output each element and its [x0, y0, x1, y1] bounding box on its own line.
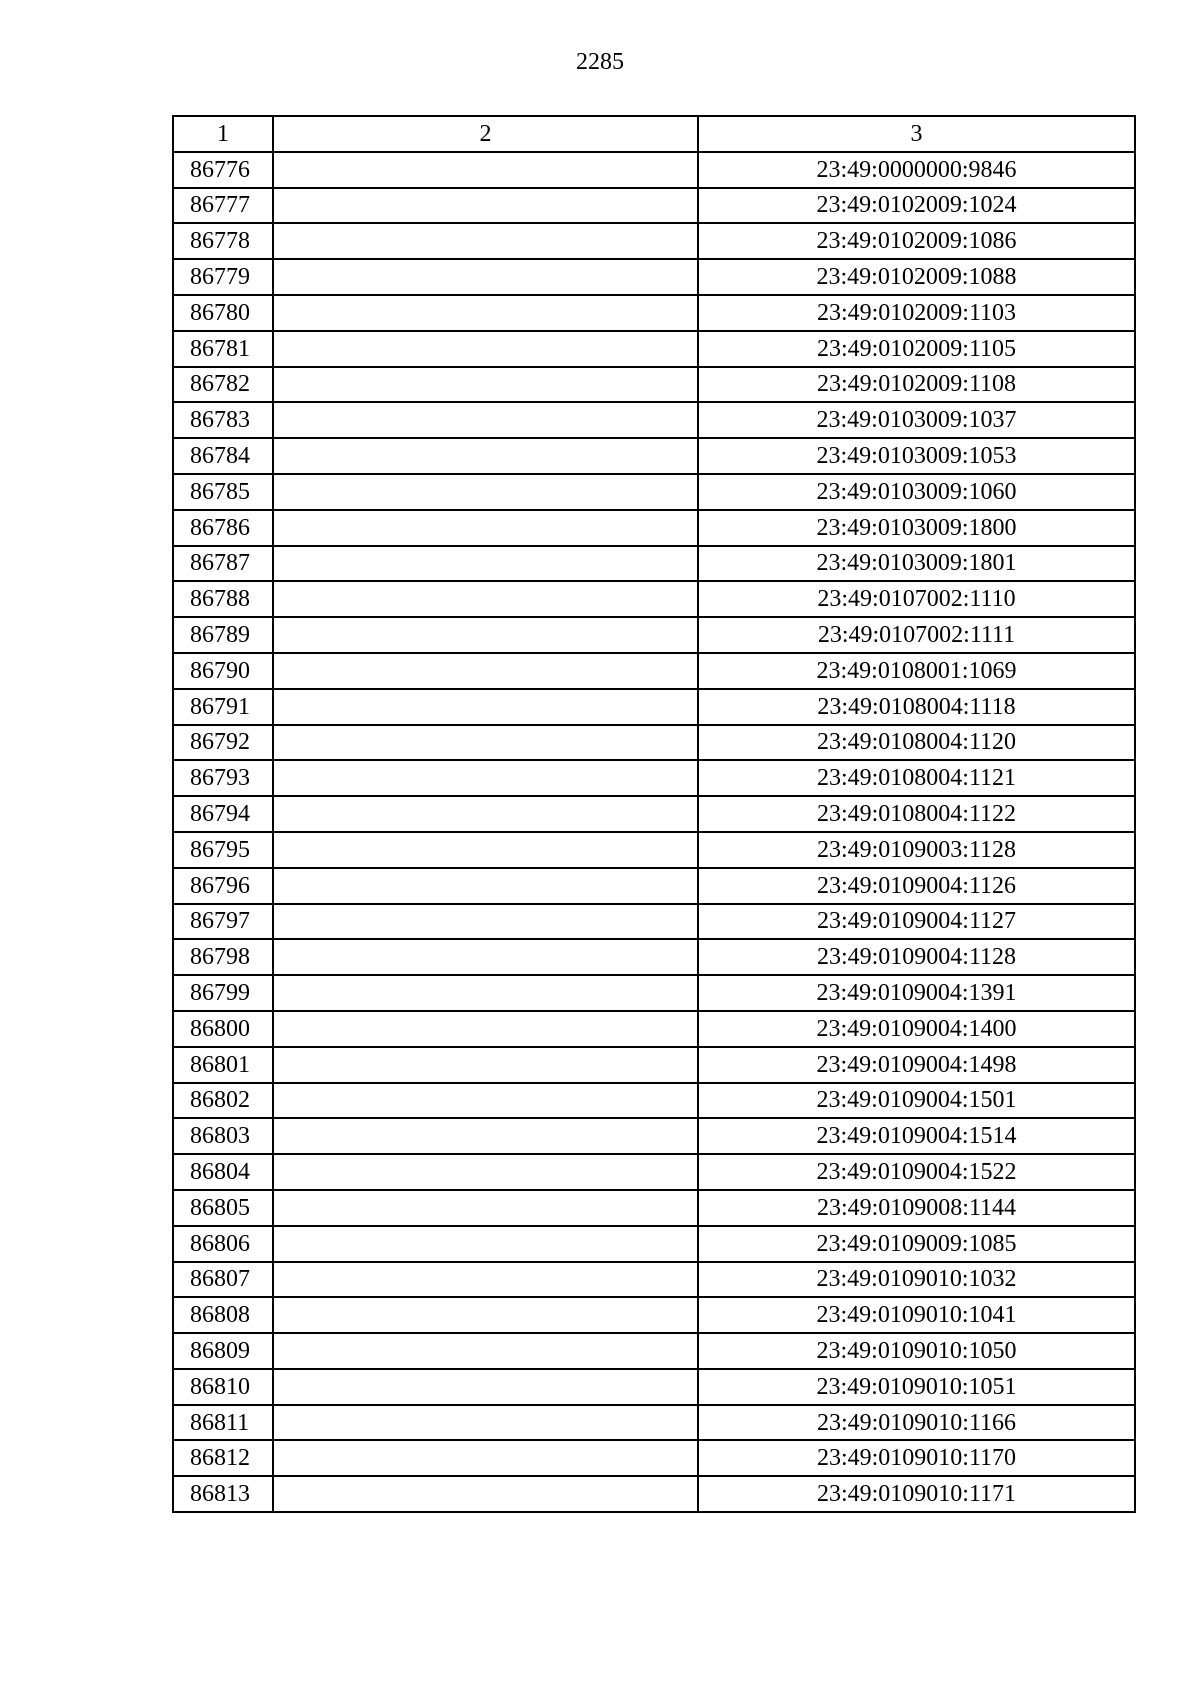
column-header-3: 3 [698, 116, 1135, 152]
column-header-1: 1 [173, 116, 273, 152]
table-row [173, 438, 1135, 474]
column-2-cell [273, 1262, 698, 1298]
row-number-cell: 86779 [173, 259, 273, 295]
column-2-cell [273, 367, 698, 403]
column-2-cell [273, 689, 698, 725]
column-2-cell [273, 1083, 698, 1119]
cadastral-code-cell: 23:49:0107002:1111 [698, 617, 1135, 653]
row-number-cell: 86789 [173, 617, 273, 653]
row-number-cell: 86797 [173, 904, 273, 940]
column-2-cell [273, 725, 698, 761]
cadastral-code-cell: 23:49:0109004:1128 [698, 939, 1135, 975]
row-number-cell: 86781 [173, 331, 273, 367]
row-number-cell: 86811 [173, 1405, 273, 1441]
row-number-cell: 86792 [173, 725, 273, 761]
table-header [173, 116, 1135, 152]
cadastral-code-cell: 23:49:0103009:1800 [698, 510, 1135, 546]
table-row [173, 581, 1135, 617]
cadastral-code-cell: 23:49:0109010:1170 [698, 1440, 1135, 1476]
cadastral-code-cell: 23:49:0109010:1171 [698, 1476, 1135, 1512]
column-2-cell [273, 474, 698, 510]
table-row [173, 832, 1135, 868]
table-row [173, 617, 1135, 653]
column-2-cell [273, 1440, 698, 1476]
table-row [173, 152, 1135, 188]
row-number-cell: 86810 [173, 1369, 273, 1405]
table-row [173, 1333, 1135, 1369]
row-number-cell: 86812 [173, 1440, 273, 1476]
table-row [173, 904, 1135, 940]
table-row [173, 796, 1135, 832]
table-row [173, 1154, 1135, 1190]
table-row [173, 1011, 1135, 1047]
table-row [173, 1440, 1135, 1476]
row-number-cell: 86782 [173, 367, 273, 403]
table-row [173, 259, 1135, 295]
cadastral-code-cell: 23:49:0103009:1801 [698, 546, 1135, 582]
cadastral-code-cell: 23:49:0103009:1037 [698, 402, 1135, 438]
cadastral-code-cell: 23:49:0102009:1105 [698, 331, 1135, 367]
column-2-cell [273, 188, 698, 224]
column-2-cell [273, 1154, 698, 1190]
cadastral-code-cell: 23:49:0109004:1514 [698, 1118, 1135, 1154]
row-number-cell: 86780 [173, 295, 273, 331]
column-2-cell [273, 402, 698, 438]
column-header-2: 2 [273, 116, 698, 152]
data-table [172, 115, 1136, 1513]
table-row [173, 1083, 1135, 1119]
cadastral-code-cell: 23:49:0102009:1108 [698, 367, 1135, 403]
row-number-cell: 86808 [173, 1297, 273, 1333]
cadastral-code-cell: 23:49:0109010:1041 [698, 1297, 1135, 1333]
table-row [173, 1047, 1135, 1083]
cadastral-code-cell: 23:49:0108004:1121 [698, 760, 1135, 796]
cadastral-code-cell: 23:49:0108001:1069 [698, 653, 1135, 689]
table-row [173, 402, 1135, 438]
row-number-cell: 86795 [173, 832, 273, 868]
table-body [173, 152, 1135, 1512]
column-2-cell [273, 868, 698, 904]
header-row [173, 116, 1135, 152]
cadastral-code-cell: 23:49:0109010:1050 [698, 1333, 1135, 1369]
row-number-cell: 86796 [173, 868, 273, 904]
column-2-cell [273, 1118, 698, 1154]
column-2-cell [273, 438, 698, 474]
column-2-cell [273, 546, 698, 582]
cadastral-code-cell: 23:49:0102009:1086 [698, 223, 1135, 259]
row-number-cell: 86807 [173, 1262, 273, 1298]
table-row [173, 367, 1135, 403]
table-row [173, 1262, 1135, 1298]
cadastral-code-cell: 23:49:0102009:1103 [698, 295, 1135, 331]
cadastral-code-cell: 23:49:0103009:1060 [698, 474, 1135, 510]
cadastral-code-cell: 23:49:0109004:1127 [698, 904, 1135, 940]
cadastral-code-cell: 23:49:0109009:1085 [698, 1226, 1135, 1262]
column-2-cell [273, 653, 698, 689]
table-row [173, 1226, 1135, 1262]
table-row [173, 510, 1135, 546]
column-2-cell [273, 581, 698, 617]
row-number-cell: 86778 [173, 223, 273, 259]
cadastral-code-cell: 23:49:0109010:1166 [698, 1405, 1135, 1441]
column-2-cell [273, 152, 698, 188]
row-number-cell: 86801 [173, 1047, 273, 1083]
column-2-cell [273, 832, 698, 868]
column-2-cell [273, 1297, 698, 1333]
column-2-cell [273, 1476, 698, 1512]
cadastral-code-cell: 23:49:0109010:1032 [698, 1262, 1135, 1298]
column-2-cell [273, 1369, 698, 1405]
row-number-cell: 86791 [173, 689, 273, 725]
column-2-cell [273, 510, 698, 546]
table-row [173, 1190, 1135, 1226]
cadastral-code-cell: 23:49:0102009:1024 [698, 188, 1135, 224]
row-number-cell: 86798 [173, 939, 273, 975]
table-row [173, 689, 1135, 725]
row-number-cell: 86799 [173, 975, 273, 1011]
row-number-cell: 86783 [173, 402, 273, 438]
row-number-cell: 86805 [173, 1190, 273, 1226]
cadastral-code-cell: 23:49:0107002:1110 [698, 581, 1135, 617]
cadastral-code-cell: 23:49:0108004:1120 [698, 725, 1135, 761]
cadastral-code-cell: 23:49:0103009:1053 [698, 438, 1135, 474]
table-row [173, 474, 1135, 510]
table-row [173, 760, 1135, 796]
column-2-cell [273, 760, 698, 796]
cadastral-code-cell: 23:49:0109004:1400 [698, 1011, 1135, 1047]
table-row [173, 653, 1135, 689]
table-row [173, 725, 1135, 761]
cadastral-code-cell: 23:49:0109008:1144 [698, 1190, 1135, 1226]
column-2-cell [273, 796, 698, 832]
column-2-cell [273, 259, 698, 295]
row-number-cell: 86777 [173, 188, 273, 224]
column-2-cell [273, 331, 698, 367]
table-row [173, 1118, 1135, 1154]
table-row [173, 1405, 1135, 1441]
column-2-cell [273, 1047, 698, 1083]
table-row [173, 331, 1135, 367]
column-2-cell [273, 1333, 698, 1369]
column-2-cell [273, 975, 698, 1011]
column-2-cell [273, 223, 698, 259]
table-row [173, 1297, 1135, 1333]
column-2-cell [273, 1190, 698, 1226]
row-number-cell: 86802 [173, 1083, 273, 1119]
table-row [173, 1369, 1135, 1405]
table-row [173, 188, 1135, 224]
cadastral-code-cell: 23:49:0108004:1122 [698, 796, 1135, 832]
column-2-cell [273, 939, 698, 975]
cadastral-code-cell: 23:49:0109010:1051 [698, 1369, 1135, 1405]
row-number-cell: 86806 [173, 1226, 273, 1262]
page-number: 2285 [576, 49, 624, 75]
row-number-cell: 86786 [173, 510, 273, 546]
cadastral-code-cell: 23:49:0109004:1126 [698, 868, 1135, 904]
row-number-cell: 86790 [173, 653, 273, 689]
cadastral-code-cell: 23:49:0108004:1118 [698, 689, 1135, 725]
cadastral-code-cell: 23:49:0000000:9846 [698, 152, 1135, 188]
table-row [173, 546, 1135, 582]
column-2-cell [273, 1011, 698, 1047]
column-2-cell [273, 295, 698, 331]
cadastral-code-cell: 23:49:0102009:1088 [698, 259, 1135, 295]
table-row [173, 975, 1135, 1011]
cadastral-code-cell: 23:49:0109004:1498 [698, 1047, 1135, 1083]
cadastral-code-cell: 23:49:0109004:1391 [698, 975, 1135, 1011]
table-row [173, 1476, 1135, 1512]
column-2-cell [273, 1226, 698, 1262]
row-number-cell: 86813 [173, 1476, 273, 1512]
column-2-cell [273, 617, 698, 653]
row-number-cell: 86803 [173, 1118, 273, 1154]
row-number-cell: 86787 [173, 546, 273, 582]
table-row [173, 939, 1135, 975]
row-number-cell: 86809 [173, 1333, 273, 1369]
row-number-cell: 86785 [173, 474, 273, 510]
row-number-cell: 86800 [173, 1011, 273, 1047]
row-number-cell: 86784 [173, 438, 273, 474]
row-number-cell: 86793 [173, 760, 273, 796]
row-number-cell: 86788 [173, 581, 273, 617]
cadastral-code-cell: 23:49:0109004:1501 [698, 1083, 1135, 1119]
table-row [173, 868, 1135, 904]
column-2-cell [273, 904, 698, 940]
table-row [173, 223, 1135, 259]
cadastral-code-cell: 23:49:0109003:1128 [698, 832, 1135, 868]
cadastral-code-cell: 23:49:0109004:1522 [698, 1154, 1135, 1190]
column-2-cell [273, 1405, 698, 1441]
row-number-cell: 86794 [173, 796, 273, 832]
table-row [173, 295, 1135, 331]
row-number-cell: 86804 [173, 1154, 273, 1190]
row-number-cell: 86776 [173, 152, 273, 188]
